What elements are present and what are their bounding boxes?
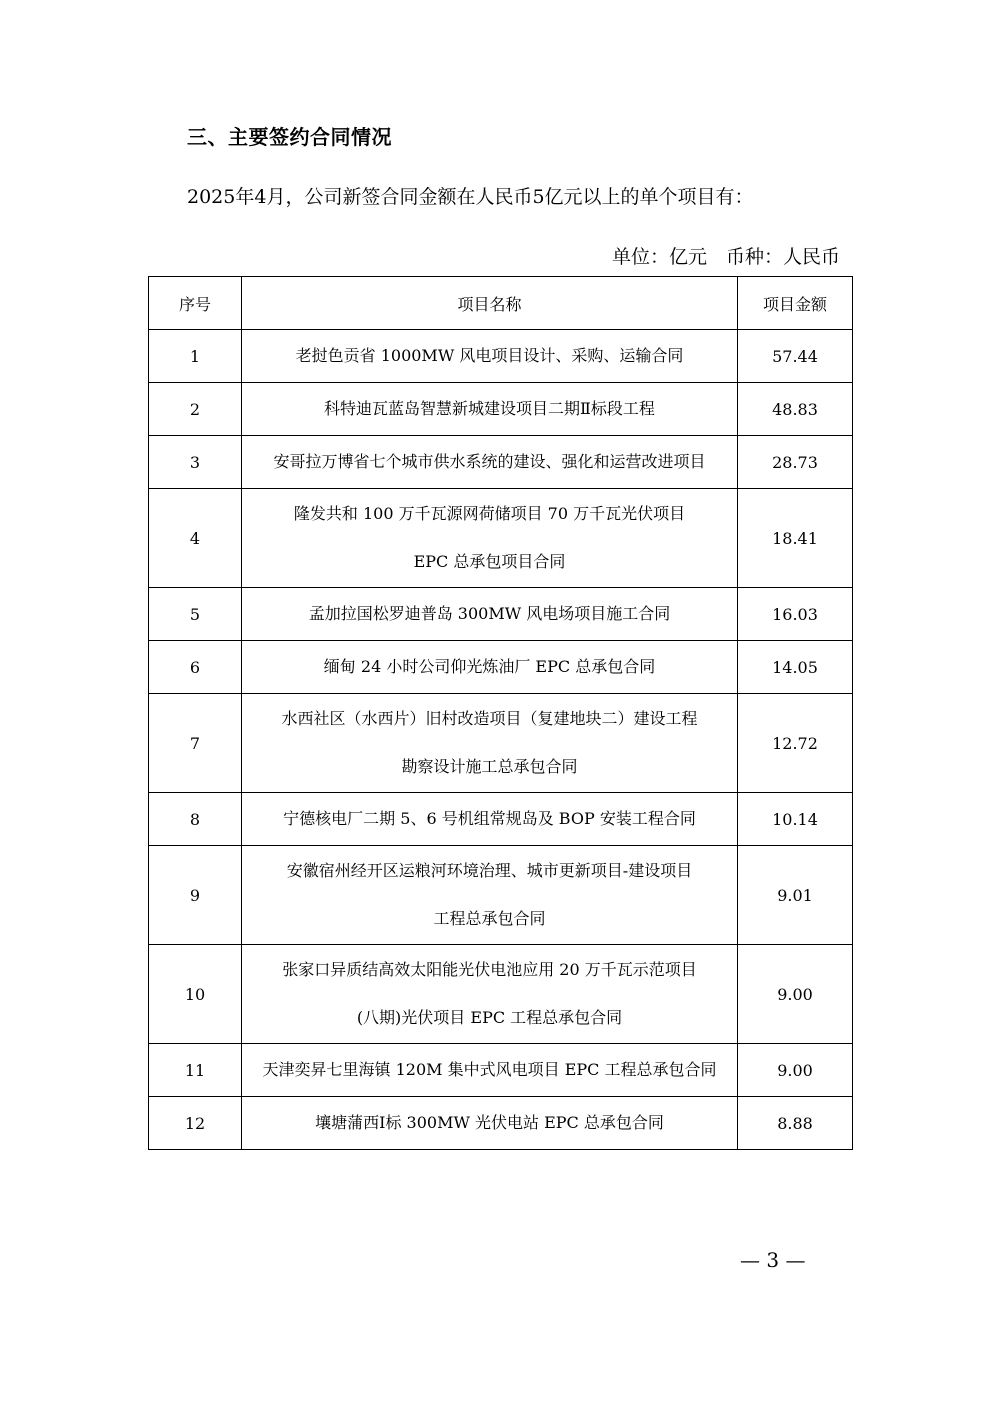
table-row: [149, 436, 853, 489]
row-project-name-line-2: 勘察设计施工总承包合同: [401, 757, 578, 776]
row-project-amount: 28.73: [738, 436, 853, 489]
table-row: [149, 489, 853, 588]
table-row: [149, 588, 853, 641]
table-row: [149, 1044, 853, 1097]
unit-currency-note: 单位：亿元 币种：人民币: [611, 246, 840, 268]
row-project-name: 孟加拉国松罗迪普岛 300MW 风电场项目施工合同: [242, 588, 738, 641]
header-serial-no: 序号: [149, 277, 242, 330]
row-project-name-line-1: 隆发共和 100 万千瓦源网荷储项目 70 万千瓦光伏项目: [293, 504, 686, 523]
row-project-amount: 8.88: [738, 1097, 853, 1150]
table-header-row: [149, 277, 853, 330]
row-project-name: 天津奕昇七里海镇 120M 集中式风电项目 EPC 工程总承包合同: [242, 1044, 738, 1097]
row-project-amount: 9.00: [738, 1044, 853, 1097]
header-project-amount: 项目金额: [738, 277, 853, 330]
row-project-amount: 9.00: [738, 945, 853, 1044]
row-serial-no: 11: [149, 1044, 242, 1097]
row-project-name: [242, 846, 738, 945]
row-serial-no: 2: [149, 383, 242, 436]
row-serial-no: 12: [149, 1097, 242, 1150]
intro-paragraph: 2025年4月，公司新签合同金额在人民币5亿元以上的单个项目有：: [187, 186, 754, 208]
table-row: [149, 846, 853, 945]
row-project-amount: 9.01: [738, 846, 853, 945]
row-serial-no: 7: [149, 694, 242, 793]
row-serial-no: 9: [149, 846, 242, 945]
row-project-name: [242, 694, 738, 793]
row-project-name: [242, 945, 738, 1044]
row-project-amount: 48.83: [738, 383, 853, 436]
row-project-amount: 14.05: [738, 641, 853, 694]
row-project-amount: 16.03: [738, 588, 853, 641]
row-serial-no: 8: [149, 793, 242, 846]
row-project-amount: 12.72: [738, 694, 853, 793]
contracts-table: [148, 276, 853, 1150]
row-project-name: 宁德核电厂二期 5、6 号机组常规岛及 BOP 安装工程合同: [242, 793, 738, 846]
table-row: [149, 793, 853, 846]
row-project-name-line-1: 水西社区（水西片）旧村改造项目（复建地块二）建设工程: [281, 709, 698, 728]
table-row: [149, 383, 853, 436]
row-serial-no: 10: [149, 945, 242, 1044]
section-heading: 三、主要签约合同情况: [187, 125, 392, 149]
row-project-name: 科特迪瓦蓝岛智慧新城建设项目二期Ⅱ标段工程: [242, 383, 738, 436]
row-project-name-line-2: EPC 总承包项目合同: [413, 552, 566, 571]
row-project-name: [242, 489, 738, 588]
table-row: [149, 641, 853, 694]
row-project-name-line-1: 张家口异质结高效太阳能光伏电池应用 20 万千瓦示范项目: [282, 960, 697, 979]
row-serial-no: 1: [149, 330, 242, 383]
page-number: — 3 —: [740, 1248, 806, 1272]
row-project-name: 老挝色贡省 1000MW 风电项目设计、采购、运输合同: [242, 330, 738, 383]
row-project-name-line-2: (八期)光伏项目 EPC 工程总承包合同: [356, 1008, 623, 1027]
row-project-name-line-1: 安徽宿州经开区运粮河环境治理、城市更新项目-建设项目: [286, 861, 693, 880]
header-project-name: 项目名称: [242, 277, 738, 330]
table-row: [149, 945, 853, 1044]
row-project-name: 安哥拉万博省七个城市供水系统的建设、强化和运营改进项目: [242, 436, 738, 489]
table-row: [149, 1097, 853, 1150]
row-project-amount: 10.14: [738, 793, 853, 846]
row-serial-no: 3: [149, 436, 242, 489]
row-project-name: 壤塘蒲西Ⅰ标 300MW 光伏电站 EPC 总承包合同: [242, 1097, 738, 1150]
table-row: [149, 330, 853, 383]
row-project-name-line-2: 工程总承包合同: [433, 909, 546, 928]
row-serial-no: 4: [149, 489, 242, 588]
row-project-amount: 18.41: [738, 489, 853, 588]
row-project-name: 缅甸 24 小时公司仰光炼油厂 EPC 总承包合同: [242, 641, 738, 694]
table-row: [149, 694, 853, 793]
row-project-amount: 57.44: [738, 330, 853, 383]
row-serial-no: 5: [149, 588, 242, 641]
row-serial-no: 6: [149, 641, 242, 694]
